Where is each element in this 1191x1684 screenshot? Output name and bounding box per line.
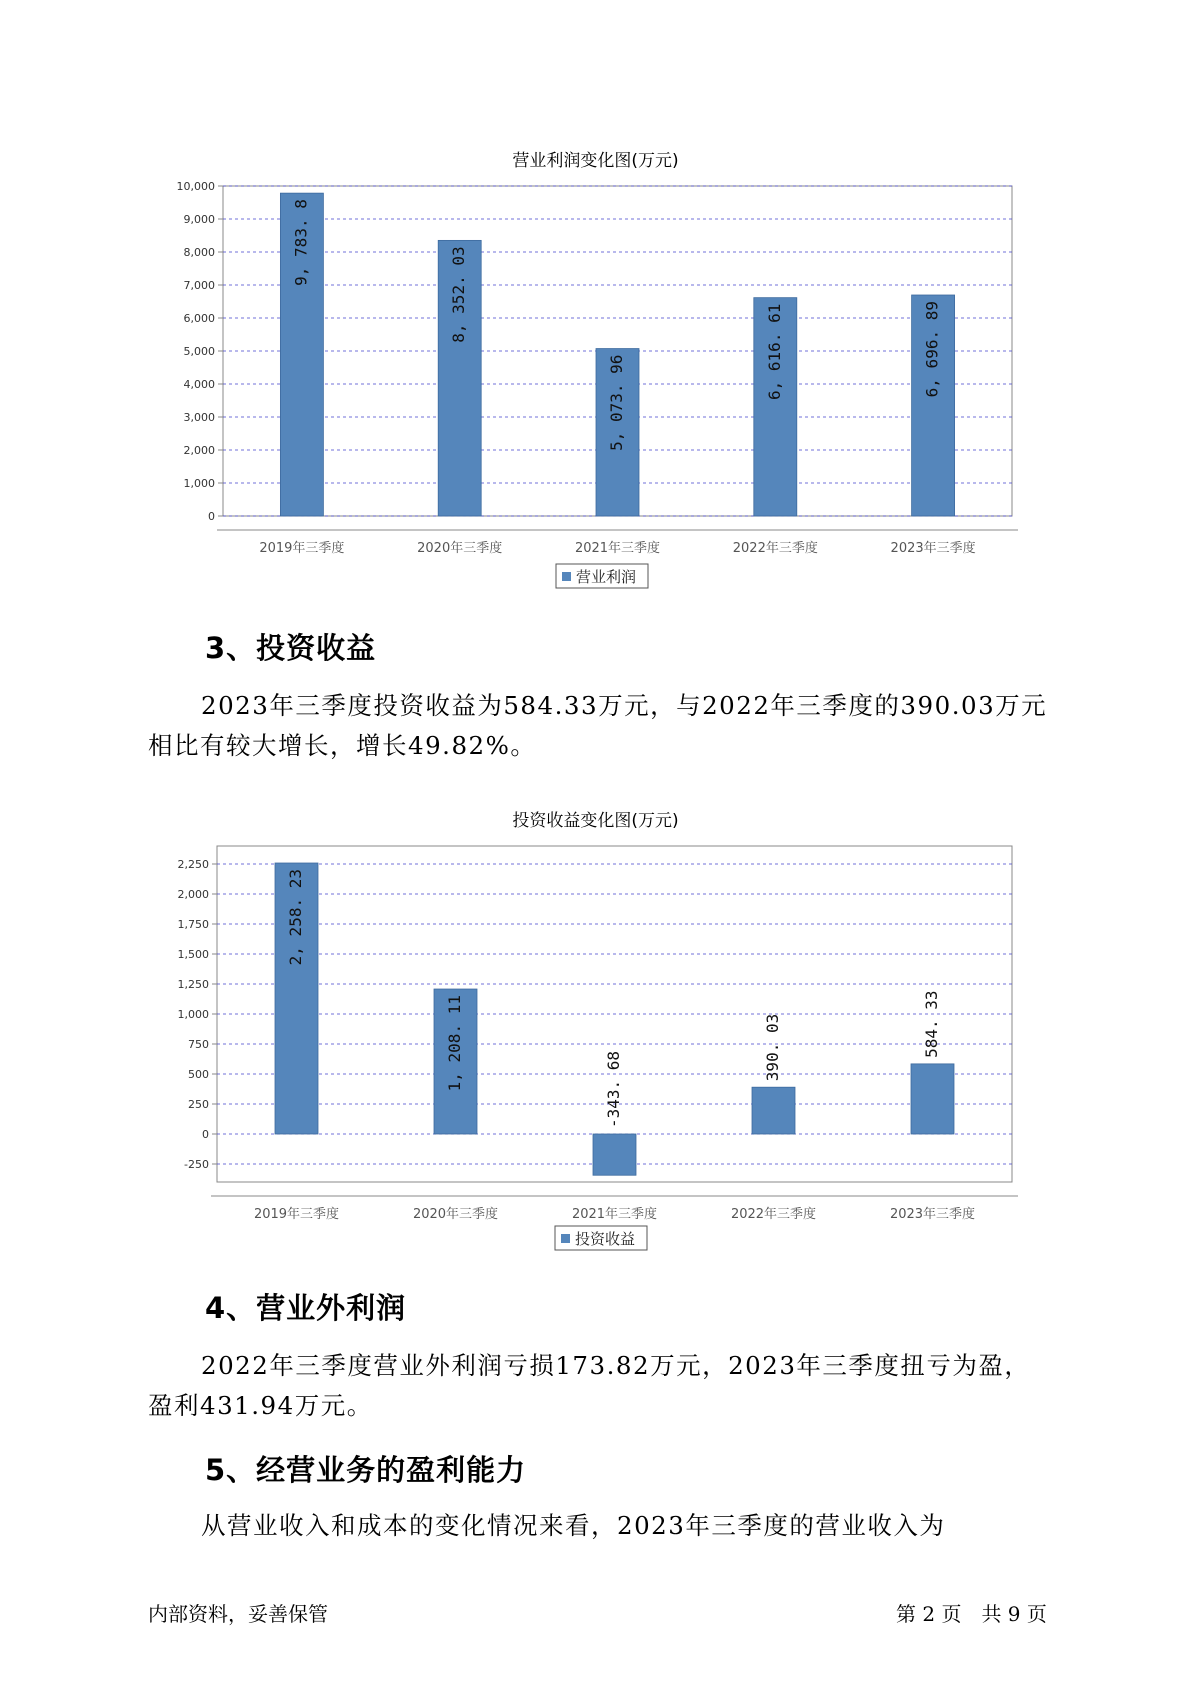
legend	[556, 564, 648, 588]
investment-income-chart	[0, 820, 1191, 1260]
legend-label: 投资收益	[575, 1230, 636, 1248]
bar-value-label: 1, 208. 11	[445, 995, 464, 1092]
y-tick-label: 1,000	[177, 1008, 209, 1021]
section-5-heading: 5、经营业务的盈利能力	[205, 1453, 527, 1487]
x-tick-label: 2021年三季度	[571, 1207, 658, 1222]
section-5-line-1	[148, 1506, 1058, 1546]
section-3-paragraph	[148, 686, 1058, 766]
chart-2-title: 投资收益变化图(万元)	[512, 811, 679, 831]
x-tick-label: 2020年三季度	[417, 541, 503, 556]
bar-value-label: 6, 696. 89	[922, 301, 942, 398]
y-tick-label: 1,500	[177, 948, 209, 961]
y-tick-label: 9,000	[183, 213, 215, 226]
bar-value-label: 6, 616. 61	[764, 303, 784, 400]
section-4-heading: 4、营业外利润	[205, 1291, 407, 1325]
y-tick-label: 1,250	[177, 978, 209, 991]
chart-1-title: 营业利润变化图(万元)	[512, 151, 679, 171]
legend-label: 营业利润	[576, 568, 637, 586]
x-tick-label: 2022年三季度	[730, 1207, 817, 1222]
y-tick-label: 750	[188, 1038, 209, 1051]
x-tick-label: 2020年三季度	[412, 1207, 499, 1222]
footer-left: 内部资料，妥善保管	[148, 1602, 328, 1626]
bar-value-label: 390. 03	[763, 1013, 782, 1082]
section-4-line-1-text: 2022年三季度营业外利润亏损173.82万元，2023年三季度扭亏为盈，	[201, 1351, 1031, 1380]
x-tick-label: 2022年三季度	[732, 541, 818, 556]
bar-value-label: 5, 073. 96	[607, 354, 626, 451]
y-tick-label: 0	[202, 1128, 209, 1141]
bar-value-label: -343. 68	[604, 1050, 623, 1128]
y-tick-label: 8,000	[183, 246, 215, 259]
x-tick-label: 2023年三季度	[890, 541, 976, 556]
bar-value-label: 2, 258. 23	[286, 869, 305, 966]
legend-swatch	[561, 1234, 570, 1243]
section-4-paragraph	[148, 1346, 1058, 1426]
y-tick-label: 1,750	[177, 918, 209, 931]
y-tick-label: 0	[208, 510, 215, 523]
y-tick-label: 250	[188, 1098, 209, 1111]
operating-profit-chart	[0, 160, 1191, 600]
section-3-heading: 3、投资收益	[205, 631, 377, 665]
section-4-line-1	[148, 1346, 1058, 1386]
legend-swatch	[562, 572, 571, 581]
y-tick-label: 2,250	[177, 858, 209, 871]
y-tick-label: 2,000	[177, 888, 209, 901]
section-5-line-1-text: 从营业收入和成本的变化情况来看，2023年三季度的营业收入为	[201, 1511, 946, 1540]
y-tick-label: -250	[184, 1158, 209, 1171]
y-tick-label: 7,000	[183, 279, 215, 292]
x-tick-label: 2019年三季度	[253, 1207, 340, 1222]
y-tick-label: 500	[188, 1068, 209, 1081]
footer-page-number: 第 2 页 共 9 页	[896, 1602, 1047, 1626]
section-4-line-2: 盈利431.94万元。	[148, 1391, 373, 1420]
y-tick-label: 2,000	[183, 444, 215, 457]
x-tick-label: 2019年三季度	[259, 541, 345, 556]
bar	[593, 1134, 636, 1175]
section-3-line-1-text: 2023年三季度投资收益为584.33万元，与2022年三季度的390.03万元	[201, 691, 1048, 720]
y-tick-label: 1,000	[183, 477, 215, 490]
bar-value-label: 9, 783. 8	[291, 199, 311, 286]
y-tick-label: 5,000	[183, 345, 215, 358]
y-tick-label: 6,000	[183, 312, 215, 325]
x-tick-label: 2023年三季度	[889, 1207, 976, 1222]
y-tick-label: 3,000	[183, 411, 215, 424]
section-3-line-1	[148, 686, 1058, 726]
y-tick-label: 4,000	[183, 378, 215, 391]
legend	[555, 1226, 647, 1250]
x-tick-label: 2021年三季度	[574, 541, 661, 556]
bar-value-label: 584. 33	[922, 990, 941, 1058]
section-3-line-2: 相比有较大增长，增长49.82%。	[148, 731, 537, 760]
section-5-paragraph	[148, 1506, 1058, 1546]
bar-value-label: 8, 352. 03	[449, 246, 469, 343]
y-tick-label: 10,000	[176, 180, 215, 193]
bar	[752, 1087, 795, 1134]
bar	[911, 1064, 954, 1134]
